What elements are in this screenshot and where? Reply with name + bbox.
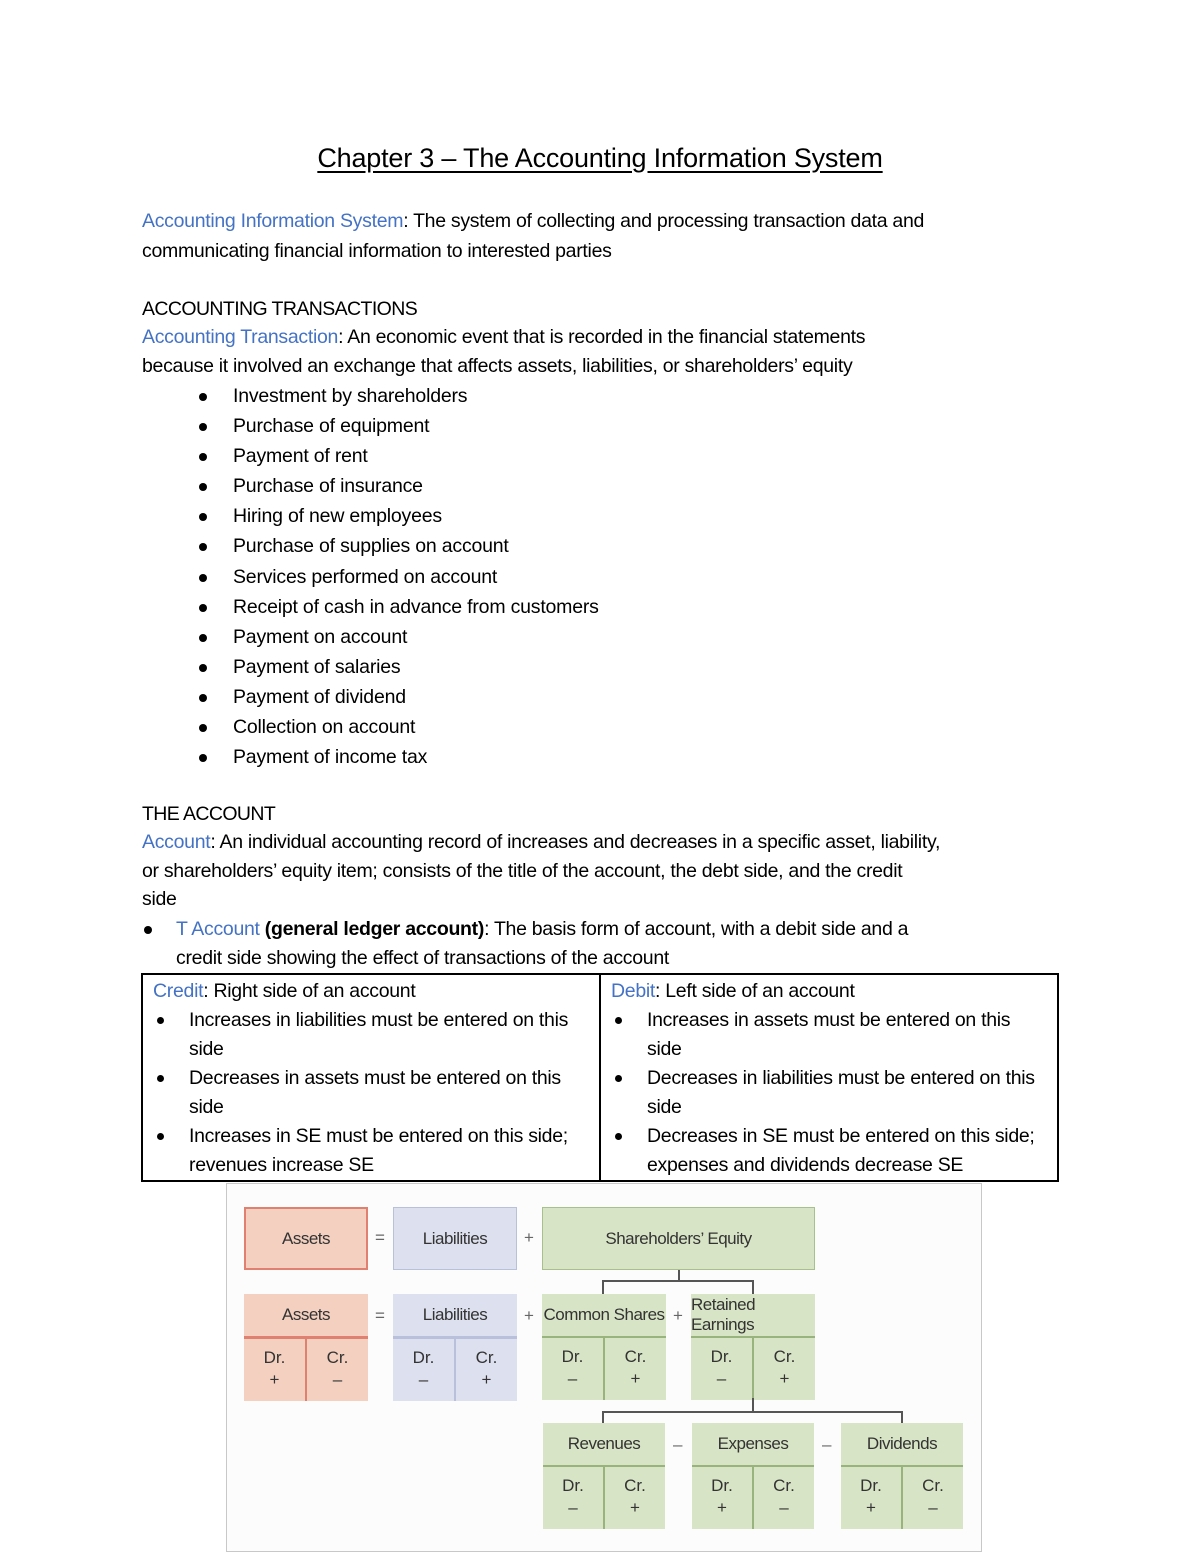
credit-column: Cr. +: [773, 1347, 796, 1388]
credit-column: Cr. –: [326, 1348, 349, 1389]
debit-column: Dr. +: [692, 1467, 754, 1529]
connector-line: [602, 1280, 604, 1294]
revenues-t-account: Revenues Dr. – Cr. +: [543, 1423, 665, 1529]
list-item: Purchase of equipment: [196, 411, 599, 441]
credit-column: Cr. +: [475, 1348, 498, 1389]
debit-column: Dr. –: [691, 1338, 754, 1400]
common-shares-t-account: Common Shares Dr. – Cr. +: [542, 1294, 666, 1400]
accounting-equation-diagram: [226, 1183, 982, 1552]
ais-definition-line2: communicating financial information to interested parties: [142, 240, 612, 262]
bullet-icon: [144, 926, 152, 934]
connector-line: [602, 1411, 604, 1423]
list-item: Purchase of supplies on account: [196, 531, 599, 561]
debit-column: Dr. –: [393, 1339, 456, 1401]
list-item: Hiring of new employees: [196, 501, 599, 531]
ais-term: Accounting Information System: [142, 210, 404, 232]
list-item: Payment on account: [196, 622, 599, 652]
transaction-term: Accounting Transaction: [142, 326, 339, 348]
minus-sign: –: [673, 1435, 683, 1454]
list-item: Purchase of insurance: [196, 471, 599, 501]
list-item: Increases in assets must be entered on this side: [611, 1006, 1047, 1064]
debit-column: Dr. +: [244, 1339, 307, 1401]
retained-earnings-t-account: Retained Earnings Dr. – Cr. +: [691, 1294, 815, 1400]
t-account-definition-line2: credit side showing the effect of transactions of the account: [176, 947, 669, 969]
credit-column: Cr. –: [922, 1476, 944, 1517]
connector-line: [602, 1280, 754, 1282]
plus-sign: +: [524, 1306, 534, 1325]
shareholders-equity-box: Shareholders’ Equity: [542, 1207, 815, 1270]
transaction-definition-line2: because it involved an exchange that affects assets, liabilities, or shareholders’ equity: [142, 355, 853, 377]
connector-line: [602, 1411, 903, 1413]
credit-column: Cr. +: [624, 1476, 646, 1517]
equals-sign: =: [375, 1306, 385, 1325]
list-item: Receipt of cash in advance from customers: [196, 592, 599, 622]
list-item: Payment of rent: [196, 441, 599, 471]
section-heading-account: THE ACCOUNT: [142, 803, 276, 825]
account-definition-line3: side: [142, 888, 177, 910]
liabilities-t-account: Liabilities Dr. – Cr. +: [393, 1294, 517, 1401]
transaction-definition-line1: Accounting Transaction: An economic event that is recorded in the financial statements: [142, 326, 866, 348]
t-account-definition-line1: T Account (general ledger account): The basis form of account, with a debit side and a: [176, 918, 909, 940]
credit-cell: Credit: Right side of an account Increases in liabilities must be entered on this side Decreases in assets must be entered on this side Increases in SE must be entered on this side; revenues increase SE: [142, 974, 600, 1181]
list-item: Payment of salaries: [196, 652, 599, 682]
transaction-list: [196, 381, 599, 772]
ais-definition-line1: Accounting Information System: The system of collecting and processing transaction data and: [142, 210, 925, 232]
list-item: Decreases in assets must be entered on this side: [153, 1064, 589, 1122]
liabilities-box: Liabilities: [393, 1207, 517, 1270]
connector-line: [752, 1280, 754, 1294]
assets-t-account: Assets Dr. + Cr. –: [244, 1294, 368, 1401]
credit-column: Cr. –: [773, 1476, 795, 1517]
credit-column: Cr. +: [624, 1347, 647, 1388]
connector-line: [752, 1398, 754, 1412]
minus-sign: –: [822, 1435, 832, 1454]
section-heading-transactions: ACCOUNTING TRANSACTIONS: [142, 298, 418, 320]
equals-sign: =: [375, 1228, 385, 1247]
dividends-t-account: Dividends Dr. + Cr. –: [841, 1423, 963, 1529]
page-title: Chapter 3 – The Accounting Information System: [317, 143, 883, 173]
assets-box: Assets: [244, 1207, 368, 1270]
debit-term: Debit: [611, 980, 656, 1002]
list-item: Decreases in liabilities must be entered on this side: [611, 1064, 1047, 1122]
list-item: Increases in liabilities must be entered on this side: [153, 1006, 589, 1064]
debit-column: Dr. –: [542, 1338, 605, 1400]
account-definition-line1: Account: An individual accounting record of increases and decreases in a specific asset, liability,: [142, 831, 941, 853]
t-account-term: T Account: [176, 918, 260, 940]
list-item: Investment by shareholders: [196, 381, 599, 411]
list-item: Decreases in SE must be entered on this side; expenses and dividends decrease SE: [611, 1122, 1047, 1180]
credit-rules-list: [153, 1006, 589, 1180]
account-definition-line2: or shareholders’ equity item; consists of the title of the account, the debt side, and the credit: [142, 860, 903, 882]
list-item: Increases in SE must be entered on this side; revenues increase SE: [153, 1122, 589, 1180]
connector-line: [901, 1411, 903, 1423]
expenses-t-account: Expenses Dr. + Cr. –: [692, 1423, 814, 1529]
list-item: Payment of dividend: [196, 682, 599, 712]
plus-sign: +: [673, 1306, 683, 1325]
credit-term: Credit: [153, 980, 204, 1002]
debit-column: Dr. –: [543, 1467, 605, 1529]
list-item: Services performed on account: [196, 562, 599, 592]
debit-cell: Debit: Left side of an account Increases in assets must be entered on this side Decreases in liabilities must be entered on this side Decreases in SE must be entered on this side; expenses and dividends decrease SE: [600, 974, 1058, 1181]
list-item: Payment of income tax: [196, 742, 599, 772]
credit-debit-table: [141, 973, 1059, 1182]
plus-sign: +: [524, 1228, 534, 1247]
list-item: Collection on account: [196, 712, 599, 742]
account-term: Account: [142, 831, 211, 853]
debit-rules-list: [611, 1006, 1047, 1180]
debit-column: Dr. +: [841, 1467, 903, 1529]
